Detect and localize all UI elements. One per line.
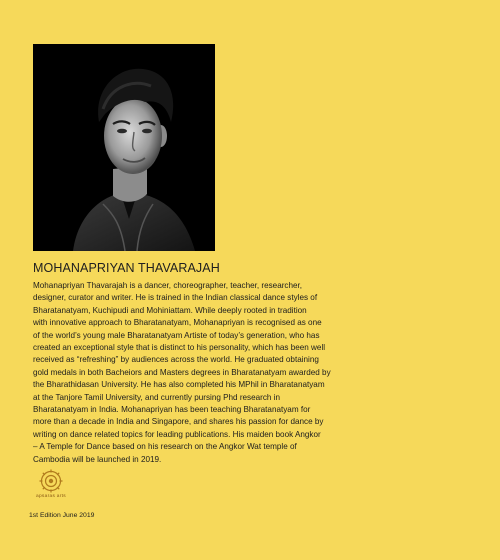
- publisher-logo-text: apsaras arts: [36, 494, 66, 499]
- bio-line: Bharatanatyam in India. Mohanapriyan has been teaching Bharatanatyam for: [33, 405, 311, 415]
- bio-line: Mohanapriyan Thavarajah is a dancer, choreographer, teacher, researcher,: [33, 281, 303, 290]
- bio-line: Cambodia will be launched in 2019.: [33, 454, 162, 464]
- bio-line: of the world’s young male Bharatanatyam Artiste of today’s generation, who has: [33, 330, 320, 340]
- bio-line: gold medals in both Bacheiors and Masters degrees in Bharatanatyam awarded by: [33, 367, 331, 377]
- author-bio: [33, 280, 465, 466]
- bio-line: more than a decade in India and Singapore, and shares his passion for dance by: [33, 417, 324, 427]
- bio-line: with innovative approach to Bharatanatyam, Mohanapriyan is recognised as one: [33, 318, 322, 328]
- apsaras-arts-emblem-icon: [38, 468, 64, 494]
- author-name: MOHANAPRIYAN THAVARAJAH: [33, 261, 220, 275]
- publisher-logo: [29, 468, 73, 506]
- edition-note: 1st Edition June 2019: [29, 512, 95, 519]
- bio-line: writing on dance related topics for leading publications. His maiden book Angkor: [33, 429, 321, 439]
- bio-line: at the Tanjore Tamil University, and currently pursing Phd research in: [33, 392, 281, 402]
- bio-line: – A Temple for Dance based on his research on the Angkor Wat temple of: [33, 442, 297, 452]
- bio-line: Bharatanatyam, Kuchipudi and Mohiniattam. While deeply rooted in tradition: [33, 305, 307, 315]
- bio-line: received as “refreshing” by audiences across the world. He graduated obtaining: [33, 355, 319, 365]
- author-portrait-image: [33, 44, 215, 251]
- bio-line: created an exceptional style that is distinct to his personality, which has been well: [33, 343, 326, 353]
- author-portrait-photo: [33, 44, 215, 251]
- bio-line: the Bharathidasan University. He has also completed his MPhil in Bharatanatyam: [33, 380, 325, 390]
- bio-line: designer, curator and writer. He is trained in the Indian classical dance styles of: [33, 293, 318, 303]
